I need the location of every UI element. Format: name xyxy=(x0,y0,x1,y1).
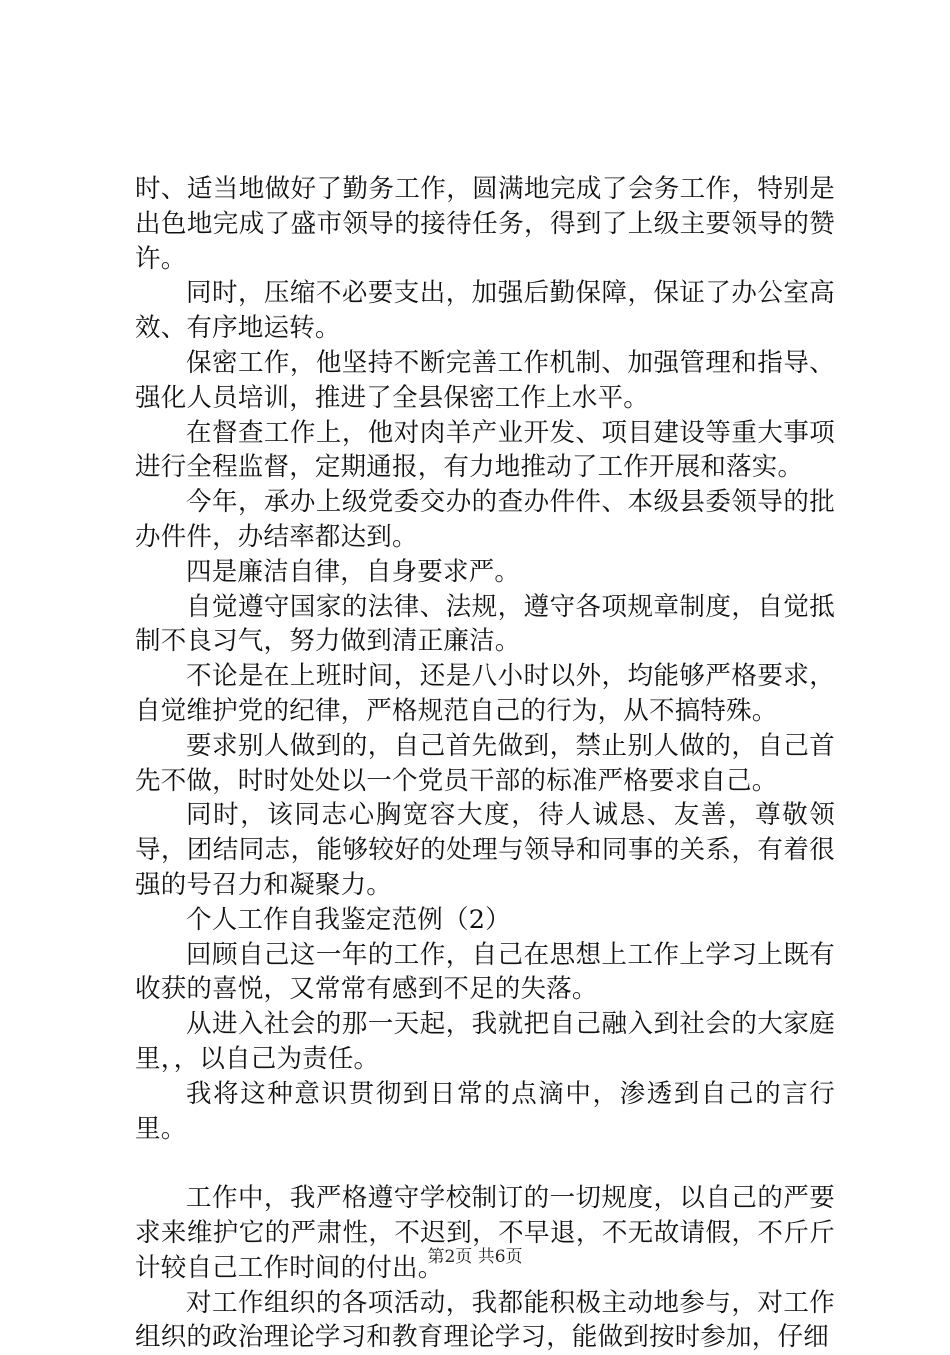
paragraph-3: 保密工作，他坚持不断完善工作机制、加强管理和指导、强化人员培训，推进了全县保密工作上水平。 xyxy=(135,346,835,416)
paragraph-2: 同时，压缩不必要支出，加强后勤保障，保证了办公室高效、有序地运转。 xyxy=(135,276,835,346)
paragraph-13: 从进入社会的那一天起，我就把自己融入到社会的大家庭里，，以自己为责任。 xyxy=(135,1007,835,1077)
paragraph-7: 自觉遵守国家的法律、法规，遵守各项规章制度，自觉抵制不良习气，努力做到清正廉洁。 xyxy=(135,590,835,660)
paragraph-12: 回顾自己这一年的工作，自己在思想上工作上学习上既有收获的喜悦，又常常有感到不足的失落。 xyxy=(135,938,835,1008)
section-heading: 个人工作自我鉴定范例（2） xyxy=(135,903,835,938)
paragraph-9: 要求别人做到的，自己首先做到，禁止别人做的，自己首先不做，时时处处以一个党员干部的标准严格要求自己。 xyxy=(135,729,835,799)
paragraph-16: 对工作组织的各项活动，我都能积极主动地参与，对工作组织的政治理论学习和教育理论学习，能做到按时参加，仔细 xyxy=(135,1286,835,1355)
paragraph-8: 不论是在上班时间，还是八小时以外，均能够严格要求，自觉维护党的纪律，严格规范自己的行为，从不搞特殊。 xyxy=(135,659,835,729)
paragraph-14: 我将这种意识贯彻到日常的点滴中，渗透到自己的言行里。 xyxy=(135,1077,835,1147)
paragraph-10: 同时，该同志心胸宽容大度，待人诚恳、友善，尊敬领导，团结同志，能够较好的处理与领导和同事的关系，有着很强的号召力和凝聚力。 xyxy=(135,798,835,902)
paragraph-15: 工作中，我严格遵守学校制订的一切规度，以自己的严要求来维护它的严肃性，不迟到，不早退，不无故请假，不斤斤计较自己工作时间的付出。 xyxy=(135,1181,835,1285)
paragraph-5: 今年，承办上级党委交办的查办件件、本级县委领导的批办件件，办结率都达到。 xyxy=(135,485,835,555)
paragraph-6: 四是廉洁自律，自身要求严。 xyxy=(135,555,835,590)
document-body xyxy=(135,172,835,1355)
paragraph-1: 时、适当地做好了勤务工作，圆满地完成了会务工作，特别是出色地完成了盛市领导的接待任务，得到了上级主要领导的赞许。 xyxy=(135,172,835,276)
page-number-footer: 第2页 共6页 xyxy=(0,1242,950,1267)
paragraph-4: 在督查工作上，他对肉羊产业开发、项目建设等重大事项进行全程监督，定期通报，有力地推动了工作开展和落实。 xyxy=(135,416,835,486)
